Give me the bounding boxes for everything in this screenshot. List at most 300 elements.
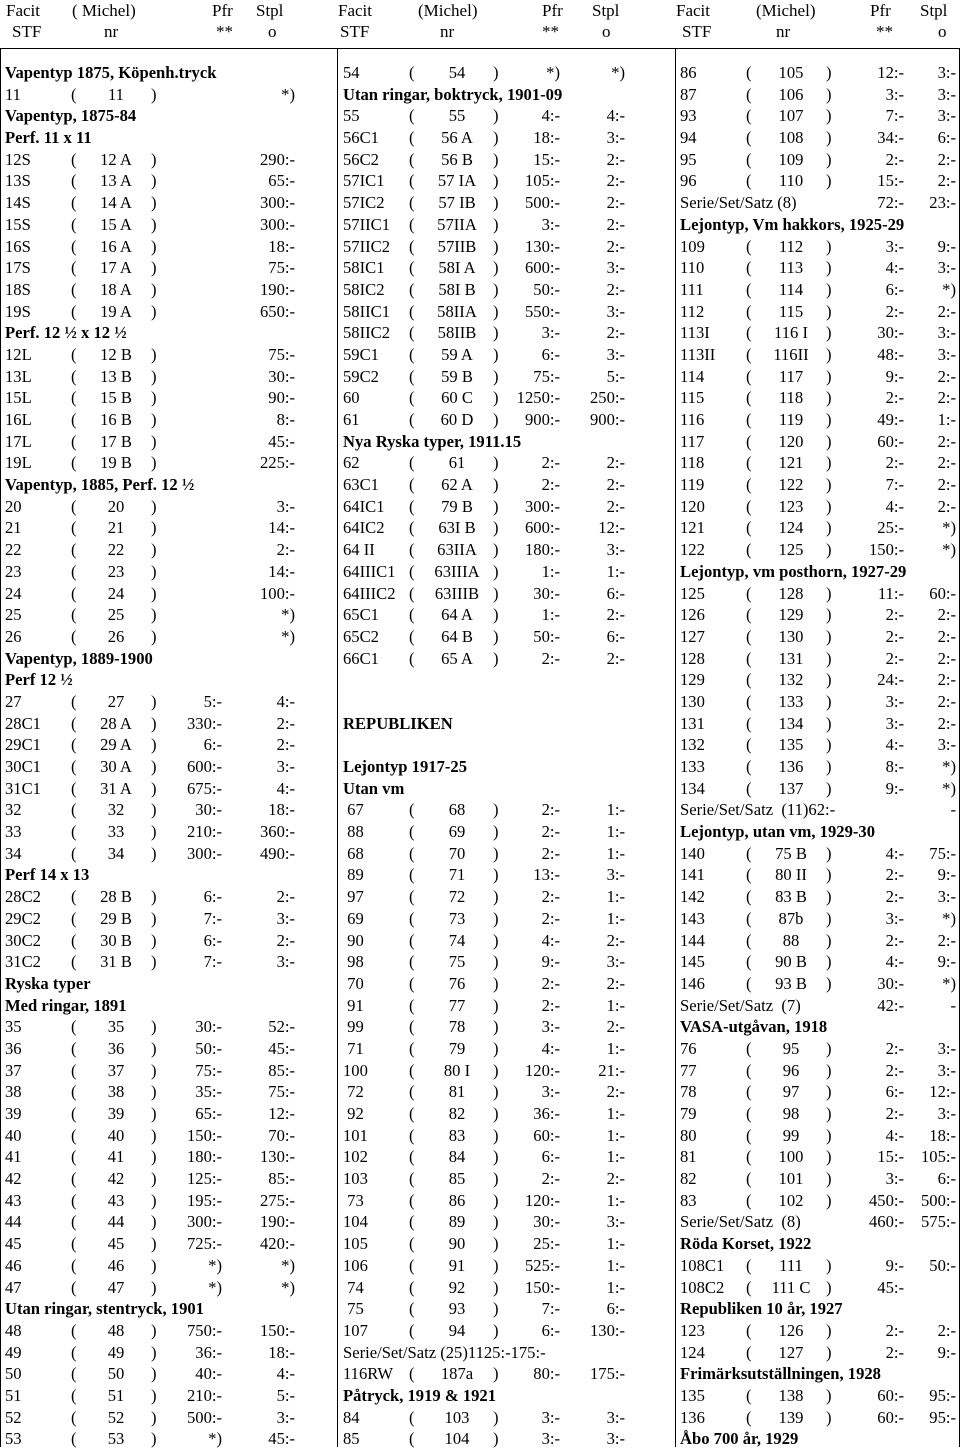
open-paren: ( xyxy=(71,236,77,256)
used-price: 2:- xyxy=(606,214,625,234)
mint-price: 2:- xyxy=(541,648,560,668)
open-paren: ( xyxy=(409,540,415,560)
stamp-row xyxy=(5,1342,295,1364)
stamp-row xyxy=(680,648,956,670)
open-paren: ( xyxy=(746,1169,752,1189)
mint-price: 75:- xyxy=(533,366,560,386)
facit-number: 78 xyxy=(680,1082,697,1102)
michel-number: 83 B xyxy=(775,887,807,907)
michel-number: 19 A xyxy=(100,301,132,321)
facit-number: 16L xyxy=(5,410,32,429)
stamp-row xyxy=(5,344,295,366)
michel-number: 100 xyxy=(778,1147,804,1167)
stamp-row xyxy=(343,387,625,409)
section-heading xyxy=(343,756,625,778)
michel-number: 17 B xyxy=(100,431,132,451)
used-price: 18:- xyxy=(268,1342,295,1362)
open-paren: ( xyxy=(409,366,415,386)
michel-number: 49 xyxy=(107,1342,125,1362)
stamp-row xyxy=(5,496,295,518)
mint-price: 2:- xyxy=(885,1060,904,1080)
heading-text: REPUBLIKEN xyxy=(343,713,453,733)
open-paren: ( xyxy=(409,843,415,863)
michel-number: 95 xyxy=(782,1038,800,1058)
michel-number: 45 xyxy=(107,1234,125,1254)
michel-number: 18 A xyxy=(100,279,132,299)
used-price: 1:- xyxy=(606,995,625,1015)
close-paren: ) xyxy=(151,1385,157,1405)
mint-price: 180:- xyxy=(186,1147,222,1167)
stamp-row xyxy=(343,1320,625,1342)
stamp-row xyxy=(680,322,956,344)
close-paren: ) xyxy=(826,1060,832,1080)
close-paren: ) xyxy=(493,388,499,408)
heading-text: Utan ringar, stentryck, 1901 xyxy=(5,1299,204,1319)
facit-number: 86 xyxy=(680,63,697,82)
mint-price: 50:- xyxy=(533,279,560,299)
stamp-row xyxy=(5,431,295,453)
close-paren: ) xyxy=(826,887,832,907)
michel-number: 73 xyxy=(448,908,466,928)
facit-number: 125 xyxy=(680,583,705,603)
close-paren: ) xyxy=(826,540,832,560)
close-paren: ) xyxy=(151,930,157,950)
open-paren: ( xyxy=(409,1320,415,1340)
open-paren: ( xyxy=(71,1104,77,1123)
open-paren: ( xyxy=(409,1364,415,1384)
stamp-row xyxy=(5,1060,295,1082)
michel-number: 93 B xyxy=(775,973,807,993)
facit-number: 49 xyxy=(5,1342,22,1362)
open-paren: ( xyxy=(746,1038,752,1058)
close-paren: ) xyxy=(493,800,499,820)
michel-number: 64 A xyxy=(441,605,473,625)
stamp-row xyxy=(343,951,625,973)
mint-price: 60:- xyxy=(533,1125,560,1145)
stamp-row xyxy=(5,930,295,952)
michel-number: 55 xyxy=(448,106,466,126)
stamp-row xyxy=(343,908,625,930)
michel-number: 26 xyxy=(107,626,125,646)
facit-number: 84 xyxy=(343,1407,360,1427)
hdr-stf: STF xyxy=(12,22,42,41)
facit-number: 20 xyxy=(5,496,22,516)
used-price: 95:- xyxy=(929,1407,956,1427)
open-paren: ( xyxy=(409,865,415,885)
open-paren: ( xyxy=(71,410,77,429)
close-paren: ) xyxy=(151,605,157,625)
price-column-3 xyxy=(680,62,956,1450)
open-paren: ( xyxy=(746,1147,752,1167)
michel-number: 93 xyxy=(448,1299,466,1319)
stamp-row xyxy=(343,799,625,821)
mint-price: 105:- xyxy=(524,171,560,191)
michel-number: 58I A xyxy=(438,258,476,278)
close-paren: ) xyxy=(493,63,499,82)
close-paren: ) xyxy=(826,366,832,386)
stamp-row xyxy=(680,1146,956,1168)
stamp-row xyxy=(680,539,956,561)
stamp-row xyxy=(5,170,295,192)
stamp-row xyxy=(343,1233,625,1255)
michel-number: 36 xyxy=(107,1038,125,1058)
stamp-row xyxy=(5,1211,295,1233)
facit-number: 57IIC1 xyxy=(343,214,391,234)
facit-number: 141 xyxy=(680,865,705,885)
stamp-row xyxy=(343,409,625,431)
open-paren: ( xyxy=(409,1060,415,1080)
michel-number: 17 A xyxy=(100,258,132,278)
open-paren: ( xyxy=(746,366,752,386)
facit-number: 58IIC1 xyxy=(343,301,391,321)
close-paren: ) xyxy=(493,1060,499,1080)
close-paren: ) xyxy=(151,800,157,820)
mint-price: 25:- xyxy=(533,1234,560,1254)
open-paren: ( xyxy=(409,1255,415,1275)
open-paren: ( xyxy=(746,843,752,863)
open-paren: ( xyxy=(409,800,415,820)
stamp-row xyxy=(5,1407,295,1429)
open-paren: ( xyxy=(746,453,752,473)
facit-number: 82 xyxy=(680,1169,697,1189)
facit-number: 29C1 xyxy=(5,735,41,755)
mint-price: 36:- xyxy=(533,1104,560,1123)
stamp-row xyxy=(5,1016,295,1038)
stamp-row xyxy=(5,517,295,539)
facit-number: 98 xyxy=(343,952,364,972)
mint-price: 9:- xyxy=(541,952,560,972)
open-paren: ( xyxy=(71,1234,77,1254)
facit-number: 39 xyxy=(5,1104,22,1123)
open-paren: ( xyxy=(71,518,77,538)
stamp-row xyxy=(5,1168,295,1190)
section-heading xyxy=(5,648,295,670)
open-paren: ( xyxy=(71,583,77,603)
facit-number: 64IIIC1 xyxy=(343,561,396,581)
close-paren: ) xyxy=(826,518,832,538)
hdr-michel: (Michel) xyxy=(418,1,478,20)
close-paren: ) xyxy=(826,171,832,191)
mint-price: 60:- xyxy=(877,1407,904,1427)
open-paren: ( xyxy=(71,691,77,711)
open-paren: ( xyxy=(746,518,752,538)
section-heading xyxy=(680,561,956,583)
facit-number: 21 xyxy=(5,518,22,538)
used-price: *) xyxy=(942,973,956,993)
stamp-row xyxy=(343,1168,625,1190)
facit-number: 133 xyxy=(680,757,705,776)
stamp-row xyxy=(680,236,956,258)
stamp-row xyxy=(680,127,956,149)
close-paren: ) xyxy=(151,1190,157,1210)
facit-number: 56C1 xyxy=(343,128,379,148)
michel-number: 56 B xyxy=(441,149,473,169)
facit-number: 105 xyxy=(343,1234,368,1254)
michel-number: 105 xyxy=(778,63,804,82)
michel-number: 110 xyxy=(778,171,804,191)
used-price: 75:- xyxy=(268,344,295,364)
used-price: 275:- xyxy=(259,1190,295,1210)
open-paren: ( xyxy=(746,670,752,690)
mint-price: 9:- xyxy=(885,778,904,798)
mint-price: 9:- xyxy=(885,1255,904,1275)
close-paren: ) xyxy=(826,648,832,668)
mint-price: *) xyxy=(208,1429,222,1449)
section-heading xyxy=(5,1298,295,1320)
blank-line xyxy=(343,691,625,713)
mint-price: 3:- xyxy=(885,908,904,928)
michel-number: 118 xyxy=(778,388,804,408)
stamp-row xyxy=(343,1211,625,1233)
michel-number: 124 xyxy=(778,518,804,538)
section-heading xyxy=(680,1016,956,1038)
open-paren: ( xyxy=(71,908,77,928)
stamp-row xyxy=(680,756,956,778)
used-price: 2:- xyxy=(937,171,956,191)
open-paren: ( xyxy=(746,605,752,625)
close-paren: ) xyxy=(151,518,157,538)
facit-number: 73 xyxy=(343,1190,364,1210)
stamp-row xyxy=(680,431,956,453)
michel-number: 35 xyxy=(107,1017,125,1037)
stamp-row xyxy=(343,257,625,279)
michel-number: 54 xyxy=(448,63,466,82)
column-rule xyxy=(0,48,1,1447)
facit-number: 74 xyxy=(343,1277,364,1297)
close-paren: ) xyxy=(493,1190,499,1210)
used-price: 650:- xyxy=(259,301,295,321)
facit-number: 64IC2 xyxy=(343,518,385,538)
open-paren: ( xyxy=(71,193,77,213)
michel-number: 70 xyxy=(448,843,466,863)
open-paren: ( xyxy=(409,518,415,538)
close-paren: ) xyxy=(493,149,499,169)
stamp-row xyxy=(680,1081,956,1103)
facit-number: 145 xyxy=(680,952,705,972)
open-paren: ( xyxy=(409,128,415,148)
michel-number: 114 xyxy=(778,279,804,299)
facit-number: 101 xyxy=(343,1125,368,1145)
used-price: 3:- xyxy=(937,344,956,364)
stamp-row xyxy=(5,1081,295,1103)
set-total-row xyxy=(680,192,956,214)
facit-number: 40 xyxy=(5,1125,22,1145)
facit-number: 35 xyxy=(5,1017,22,1037)
mint-price: 15:- xyxy=(877,171,904,191)
stamp-row xyxy=(5,214,295,236)
mint-price: 600:- xyxy=(524,258,560,278)
michel-number: 12 A xyxy=(100,149,132,169)
facit-number: 19L xyxy=(5,453,32,473)
used-price: 12:- xyxy=(598,518,625,538)
open-paren: ( xyxy=(71,1407,77,1427)
mint-price: 600:- xyxy=(186,757,222,776)
michel-number: 25 xyxy=(107,605,125,625)
mint-price: 180:- xyxy=(524,540,560,560)
facit-number: 122 xyxy=(680,540,705,560)
mint-price: 6:- xyxy=(541,344,560,364)
stamp-row xyxy=(680,344,956,366)
facit-number: 83 xyxy=(680,1190,697,1210)
open-paren: ( xyxy=(71,496,77,516)
open-paren: ( xyxy=(746,149,752,169)
mint-price: 2:- xyxy=(885,453,904,473)
michel-number: 59 A xyxy=(441,344,473,364)
mint-price: 120:- xyxy=(524,1190,560,1210)
open-paren: ( xyxy=(746,236,752,256)
facit-number: 59C1 xyxy=(343,344,379,364)
used-price: 2:- xyxy=(937,301,956,321)
mint-price: 4:- xyxy=(885,1125,904,1145)
section-heading xyxy=(343,84,625,106)
stamp-row xyxy=(5,387,295,409)
open-paren: ( xyxy=(746,128,752,148)
set-used-price: - xyxy=(950,800,956,820)
michel-number: 42 xyxy=(107,1169,125,1189)
close-paren: ) xyxy=(151,279,157,299)
facit-number: 61 xyxy=(343,410,360,429)
michel-number: 82 xyxy=(448,1104,466,1123)
facit-number: 69 xyxy=(343,908,364,928)
used-price: 2:- xyxy=(606,323,625,343)
mint-price: 12:- xyxy=(877,63,904,82)
open-paren: ( xyxy=(409,952,415,972)
michel-number: 112 xyxy=(778,236,804,256)
stamp-row xyxy=(5,951,295,973)
close-paren: ) xyxy=(493,865,499,885)
close-paren: ) xyxy=(826,258,832,278)
mint-price: 2:- xyxy=(885,149,904,169)
michel-number: 101 xyxy=(778,1169,804,1189)
mint-price: 4:- xyxy=(541,930,560,950)
used-price: 130:- xyxy=(589,1320,625,1340)
used-price: 1:- xyxy=(606,1234,625,1254)
open-paren: ( xyxy=(71,1255,77,1275)
header-group-2 xyxy=(338,0,658,44)
used-price: 175:- xyxy=(589,1364,625,1384)
michel-number: 23 xyxy=(107,561,125,581)
hdr-michel: (Michel) xyxy=(756,1,816,20)
stamp-row xyxy=(5,1146,295,1168)
open-paren: ( xyxy=(71,344,77,364)
mint-price: 210:- xyxy=(186,822,222,842)
michel-number: 61 xyxy=(448,453,466,473)
michel-number: 121 xyxy=(778,453,804,473)
michel-number: 60 D xyxy=(440,410,474,429)
michel-number: 92 xyxy=(448,1277,466,1297)
facit-number: 55 xyxy=(343,106,360,126)
section-heading xyxy=(343,431,625,453)
michel-number: 108 xyxy=(778,128,804,148)
michel-number: 31 A xyxy=(100,778,132,798)
mint-price: 6:- xyxy=(203,887,222,907)
mint-price: 36:- xyxy=(195,1342,222,1362)
used-price: 90:- xyxy=(268,388,295,408)
facit-number: 102 xyxy=(343,1147,368,1167)
close-paren: ) xyxy=(826,1385,832,1405)
close-paren: ) xyxy=(151,1320,157,1340)
used-price: 6:- xyxy=(937,1169,956,1189)
set-label: Serie/Set/Satz (11)62:- xyxy=(680,800,836,820)
stamp-row xyxy=(343,517,625,539)
facit-number: 33 xyxy=(5,822,22,842)
open-paren: ( xyxy=(409,648,415,668)
stamp-row xyxy=(5,691,295,713)
michel-number: 89 xyxy=(448,1212,466,1232)
michel-number: 38 xyxy=(107,1082,125,1102)
michel-number: 111 xyxy=(779,1255,803,1275)
open-paren: ( xyxy=(409,410,415,429)
facit-number: 14S xyxy=(5,193,31,213)
facit-number: 135 xyxy=(680,1385,705,1405)
mint-price: *) xyxy=(208,1277,222,1297)
mint-price: 450:- xyxy=(868,1190,904,1210)
used-price: 2:- xyxy=(937,453,956,473)
facit-number: 89 xyxy=(343,865,364,885)
facit-number: 52 xyxy=(5,1407,22,1427)
close-paren: ) xyxy=(493,323,499,343)
used-price: 2:- xyxy=(937,366,956,386)
stamp-row xyxy=(343,1255,625,1277)
stamp-row xyxy=(680,1168,956,1190)
michel-number: 77 xyxy=(448,995,466,1015)
close-paren: ) xyxy=(151,1060,157,1080)
used-price: 2:- xyxy=(937,626,956,646)
heading-text: Lejontyp, utan vm, 1929-30 xyxy=(680,822,875,842)
stamp-row xyxy=(680,170,956,192)
michel-number: 28 A xyxy=(100,713,132,733)
open-paren: ( xyxy=(746,648,752,668)
set-total-row xyxy=(680,995,956,1017)
close-paren: ) xyxy=(151,583,157,603)
open-paren: ( xyxy=(746,1104,752,1123)
open-paren: ( xyxy=(71,1385,77,1405)
facit-number: 136 xyxy=(680,1407,705,1427)
close-paren: ) xyxy=(826,1190,832,1210)
used-price: 3:- xyxy=(937,63,956,82)
used-price: 18:- xyxy=(268,236,295,256)
stamp-row xyxy=(5,301,295,323)
stamp-row xyxy=(343,1016,625,1038)
michel-number: 68 xyxy=(448,800,466,820)
open-paren: ( xyxy=(71,735,77,755)
stamp-row xyxy=(343,236,625,258)
stamp-row xyxy=(5,236,295,258)
michel-number: 91 xyxy=(448,1255,466,1275)
stamp-row xyxy=(343,843,625,865)
open-paren: ( xyxy=(746,431,752,451)
close-paren: ) xyxy=(151,1342,157,1362)
mint-price: 15:- xyxy=(533,149,560,169)
open-paren: ( xyxy=(409,388,415,408)
used-price: 3:- xyxy=(606,952,625,972)
hdr-nr: nr xyxy=(104,22,119,41)
facit-number: 59C2 xyxy=(343,366,379,386)
used-price: 2:- xyxy=(937,431,956,451)
mint-price: 3:- xyxy=(541,1082,560,1102)
used-price: 3:- xyxy=(937,84,956,104)
stamp-row xyxy=(680,604,956,626)
close-paren: ) xyxy=(493,1429,499,1449)
mint-price: 130:- xyxy=(524,236,560,256)
mint-price: 6:- xyxy=(885,279,904,299)
michel-number: 109 xyxy=(778,149,804,169)
open-paren: ( xyxy=(409,561,415,581)
used-price: 9:- xyxy=(937,236,956,256)
facit-number: 93 xyxy=(680,106,697,126)
close-paren: ) xyxy=(493,930,499,950)
facit-number: 88 xyxy=(343,822,364,842)
